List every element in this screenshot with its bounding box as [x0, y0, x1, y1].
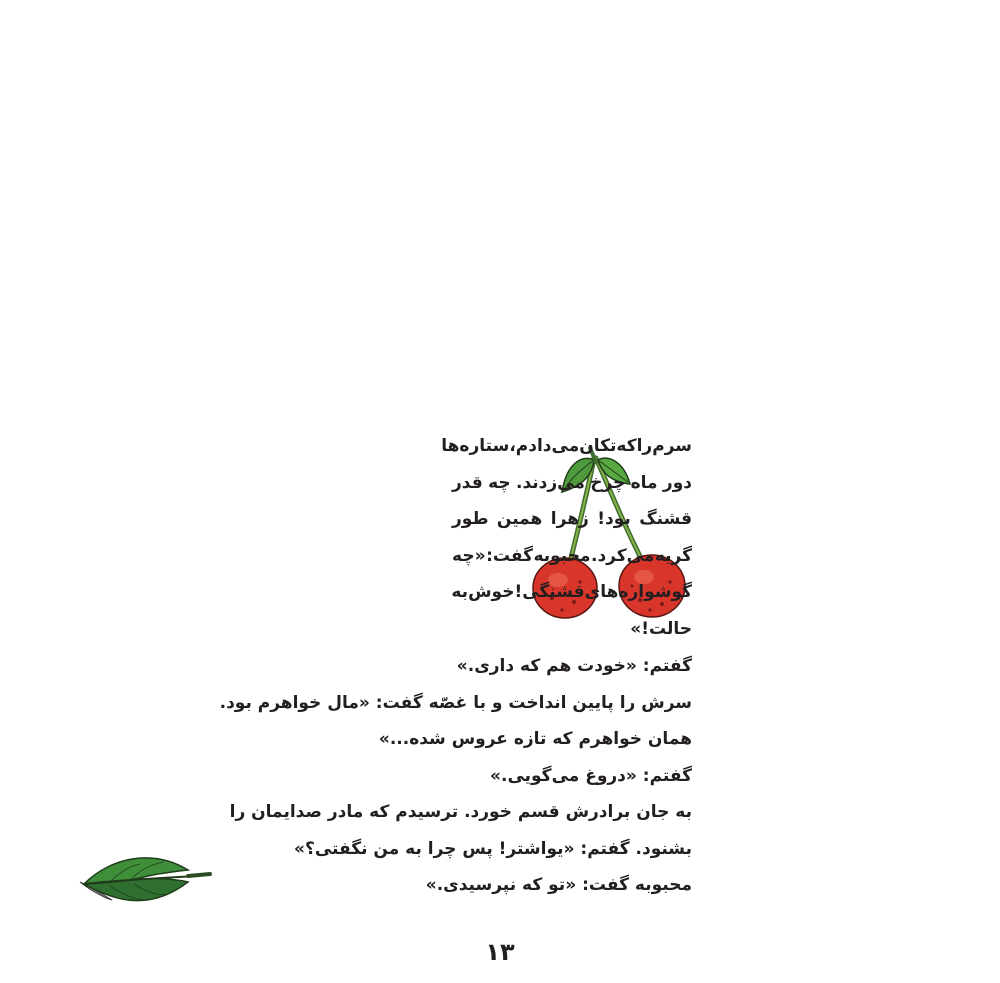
text-line: سرش را پایین انداخت و با غصّه گفت: «مال خواهرم بود.: [219, 692, 692, 713]
word: گریه: [654, 545, 692, 566]
word: چرخ: [590, 472, 626, 493]
word: ستاره‌ها: [441, 436, 510, 456]
word: می‌زدند.: [515, 472, 585, 493]
leaf-illustration: [70, 842, 220, 914]
word: ماه: [630, 472, 658, 493]
word: طور: [452, 509, 489, 529]
text-line: به جان برادرش قسم خورد. ترسیدم که مادر صدایمان را: [229, 802, 692, 822]
word: محبوبه: [533, 545, 591, 566]
word: قشنگی!: [514, 582, 585, 602]
main-text: [219, 648, 692, 904]
word: چه: [488, 472, 511, 493]
word: می‌کرد.: [591, 545, 655, 566]
text-line: گفتم: «دروغ می‌گویی.»: [490, 765, 692, 786]
word: را: [636, 436, 653, 456]
narrow-paragraph: [441, 428, 692, 647]
word: گوشواره‌های: [584, 582, 692, 602]
text-line: محبوبه گفت: «تو که نپرسیدی.»: [425, 875, 692, 895]
text-line: همان خواهرم که تازه عروس شده...»: [378, 729, 692, 749]
text-line: حالت!»: [630, 618, 692, 639]
word: تکان: [579, 436, 617, 456]
text-line: [452, 574, 692, 611]
word: قدر: [452, 472, 483, 493]
text-line: [452, 465, 692, 502]
word: «چه: [452, 545, 486, 566]
text-line: [441, 428, 692, 465]
text-line: [452, 538, 692, 575]
word: دور: [662, 472, 692, 493]
text-line: گفتم: «خودت هم که داری.»: [456, 656, 692, 676]
word: خوش: [468, 582, 515, 602]
word: قشنگ: [639, 509, 692, 529]
word: به: [451, 582, 469, 602]
word: سرم: [652, 436, 692, 456]
word: زهرا: [550, 509, 589, 529]
text-line: بشنود. گفتم: «یواشتر! پس چرا به من نگفتی؟»: [294, 838, 692, 859]
word: همین: [496, 509, 543, 529]
word: که: [616, 436, 637, 456]
word: می‌دادم،: [509, 436, 580, 456]
page-number: ۱۳: [485, 938, 515, 966]
word: گفت:: [486, 545, 533, 566]
word: بود!: [597, 509, 631, 529]
text-line: [452, 501, 692, 538]
